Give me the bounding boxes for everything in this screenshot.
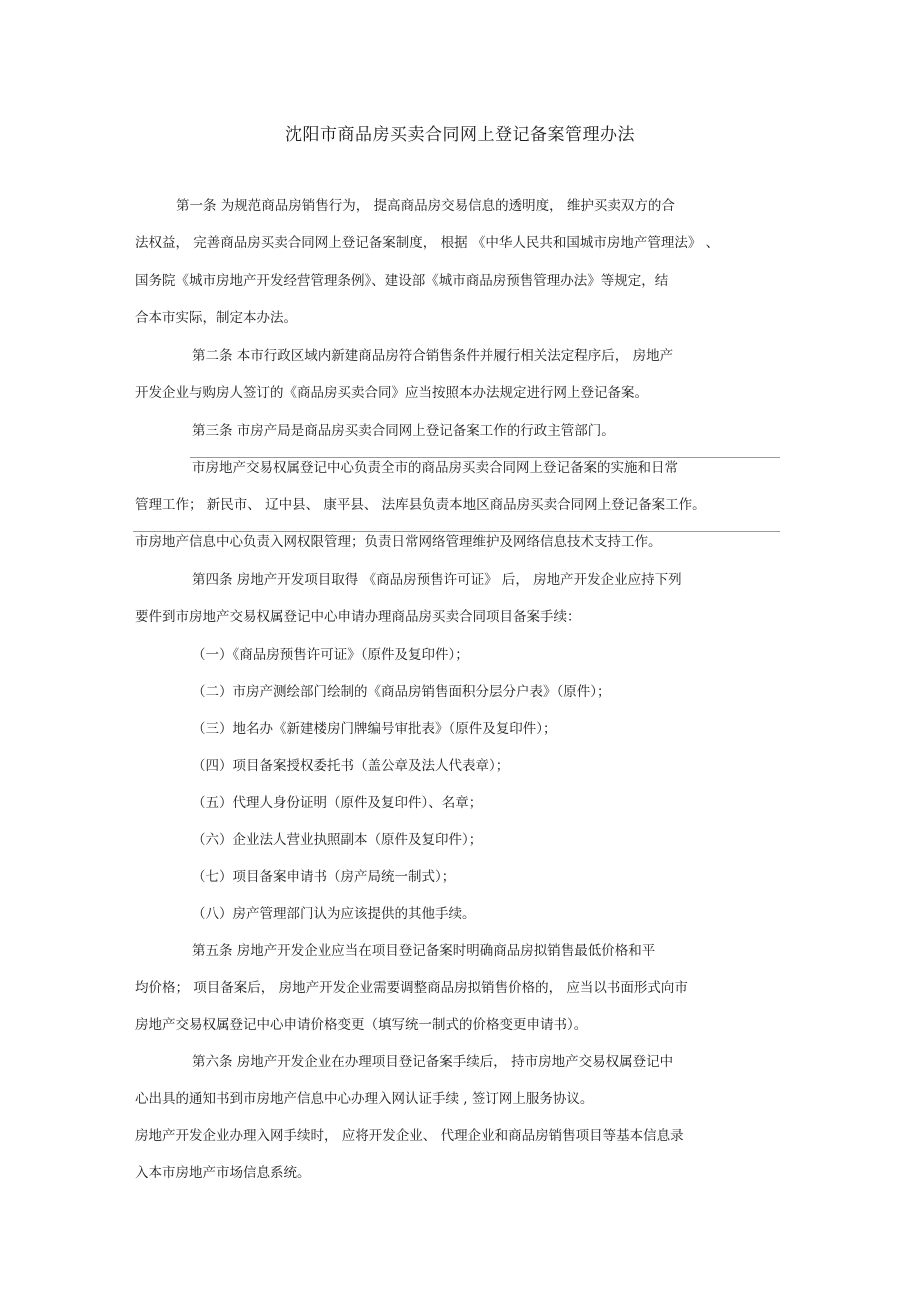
article1-line4: 合本市实际，制定本办法。 — [135, 310, 297, 326]
article2-line1: 第二条 本市行政区域内新建商品房符合销售条件并履行相关法定程序后， 房地产 — [192, 348, 674, 364]
article6-line1: 第六条 房地产开发企业在办理项目登记备案手续后， 持市房地产交易权属登记中 — [192, 1054, 674, 1070]
article1-line3: 国务院《城市房地产开发经营管理条例》、建设部《城市商品房预售管理办法》等规定，结 — [135, 273, 669, 289]
article4-line1: 第四条 房地产开发项目取得 《商品房预售许可证》 后， 房地产开发企业应持下列 — [192, 572, 682, 588]
article5-line1: 第五条 房地产开发企业应当在项目登记备案时明确商品房拟销售最低价格和平 — [192, 943, 656, 959]
article3-line4: 市房地产信息中心负责入网权限管理；负责日常网络管理维护及网络信息技术支持工作。 — [135, 534, 662, 550]
article1-line2: 法权益， 完善商品房买卖合同网上登记备案制度， 根据 《中华人民共和国城市房地产管理法》 、 — [135, 235, 720, 251]
article3-line2: 市房地产交易权属登记中心负责全市的商品房买卖合同网上登记备案的实施和日常 — [192, 460, 678, 476]
list-item: （八）房产管理部门认为应该提供的其他手续。 — [192, 906, 476, 922]
article5-line3: 房地产交易权属登记中心申请价格变更（填写统一制式的价格变更申请书）。 — [135, 1017, 588, 1033]
list-item: （六）企业法人营业执照副本（原件及复印件）； — [192, 832, 483, 848]
list-item: （五）代理人身份证明（原件及复印件）、名章； — [192, 795, 483, 811]
article3-line1: 第三条 市房产局是商品房买卖合同网上登记备案工作的行政主管部门。 — [192, 423, 615, 439]
document-title: 沈阳市商品房买卖合同网上登记备案管理办法 — [285, 125, 635, 145]
list-item: （三）地名办《新建楼房门牌编号审批表》（原件及复印件）； — [192, 721, 557, 737]
list-item: （一）《商品房预售许可证》（原件及复印件）； — [192, 647, 469, 663]
list-item: （七）项目备案申请书（房产局统一制式）； — [192, 869, 456, 885]
list-item: （四）项目备案授权委托书（盖公章及法人代表章）； — [192, 758, 510, 774]
separator-line — [190, 457, 780, 458]
article4-line2: 要件到市房地产交易权属登记中心申请办理商品房买卖合同项目备案手续： — [135, 609, 581, 625]
separator-line — [133, 531, 780, 532]
article1-line1: 第一条 为规范商品房销售行为， 提高商品房交易信息的透明度， 维护买卖双方的合 — [176, 198, 675, 214]
article6-line3: 房地产开发企业办理入网手续时， 应将开发企业、 代理企业和商品房销售项目等基本信息录 — [135, 1128, 684, 1144]
article6-line2: 心出具的通知书到市房地产信息中心办理入网认证手续 , 签订网上服务协议。 — [135, 1091, 594, 1107]
article3-line3: 管理工作； 新民市、 辽中县、 康平县、 法库县负责本地区商品房买卖合同网上登记备案工作。 — [135, 497, 706, 513]
list-item: （二）市房产测绘部门绘制的《商品房销售面积分层分户表》（原件）； — [192, 684, 611, 700]
article2-line2: 开发企业与购房人签订的《商品房买卖合同》应当按照本办法规定进行网上登记备案。 — [135, 385, 648, 401]
article5-line2: 均价格； 项目备案后， 房地产开发企业需要调整商品房拟销售价格的， 应当以书面形式向市 — [135, 980, 688, 996]
article6-line4: 入本市房地产市场信息系统。 — [135, 1165, 311, 1181]
